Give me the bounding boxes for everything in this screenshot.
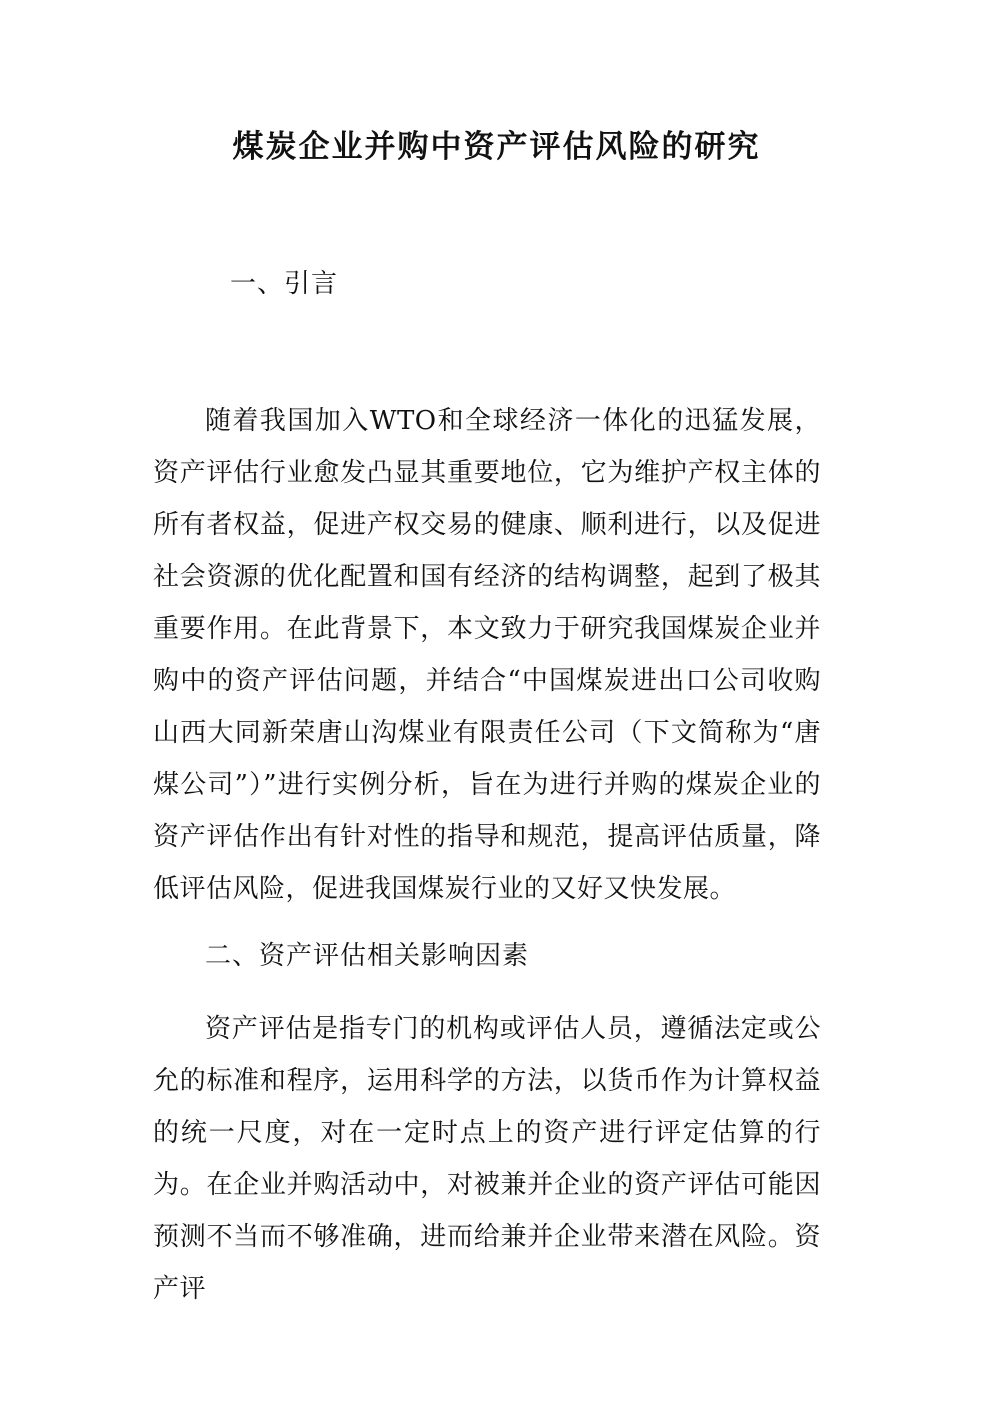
section-heading-introduction: 一、引言	[230, 269, 339, 299]
introduction-paragraph: 随着我国加入WTO和全球经济一体化的迅猛发展，资产评估行业愈发凸显其重要地位，它为维护产权主体的所有者权益，促进产权交易的健康、顺利进行，以及促进社会资源的优化配置和国有经济的结构调整，起到了极其重要作用。在此背景下，本文致力于研究我国煤炭企业并购中的资产评估问题，并结合“中国煤炭进出口公司收购山西大同新荣唐山沟煤业有限责任公司（下文简称为“唐煤公司”）”进行实例分析，旨在为进行并购的煤炭企业的资产评估作出有针对性的指导和规范，提高评估质量，降低评估风险，促进我国煤炭行业的又好又快发展。	[153, 406, 821, 904]
influencing-factors-paragraph: 资产评估是指专门的机构或评估人员，遵循法定或公允的标准和程序，运用科学的方法，以货币作为计算权益的统一尺度，对在一定时点上的资产进行评定估算的行为。在企业并购活动中，对被兼并企业的资产评估可能因预测不当而不够准确，进而给兼并企业带来潜在风险。资产评	[153, 1014, 821, 1304]
section-heading-influencing-factors: 二、资产评估相关影响因素	[205, 941, 530, 971]
document-title: 煤炭企业并购中资产评估风险的研究	[232, 129, 761, 165]
